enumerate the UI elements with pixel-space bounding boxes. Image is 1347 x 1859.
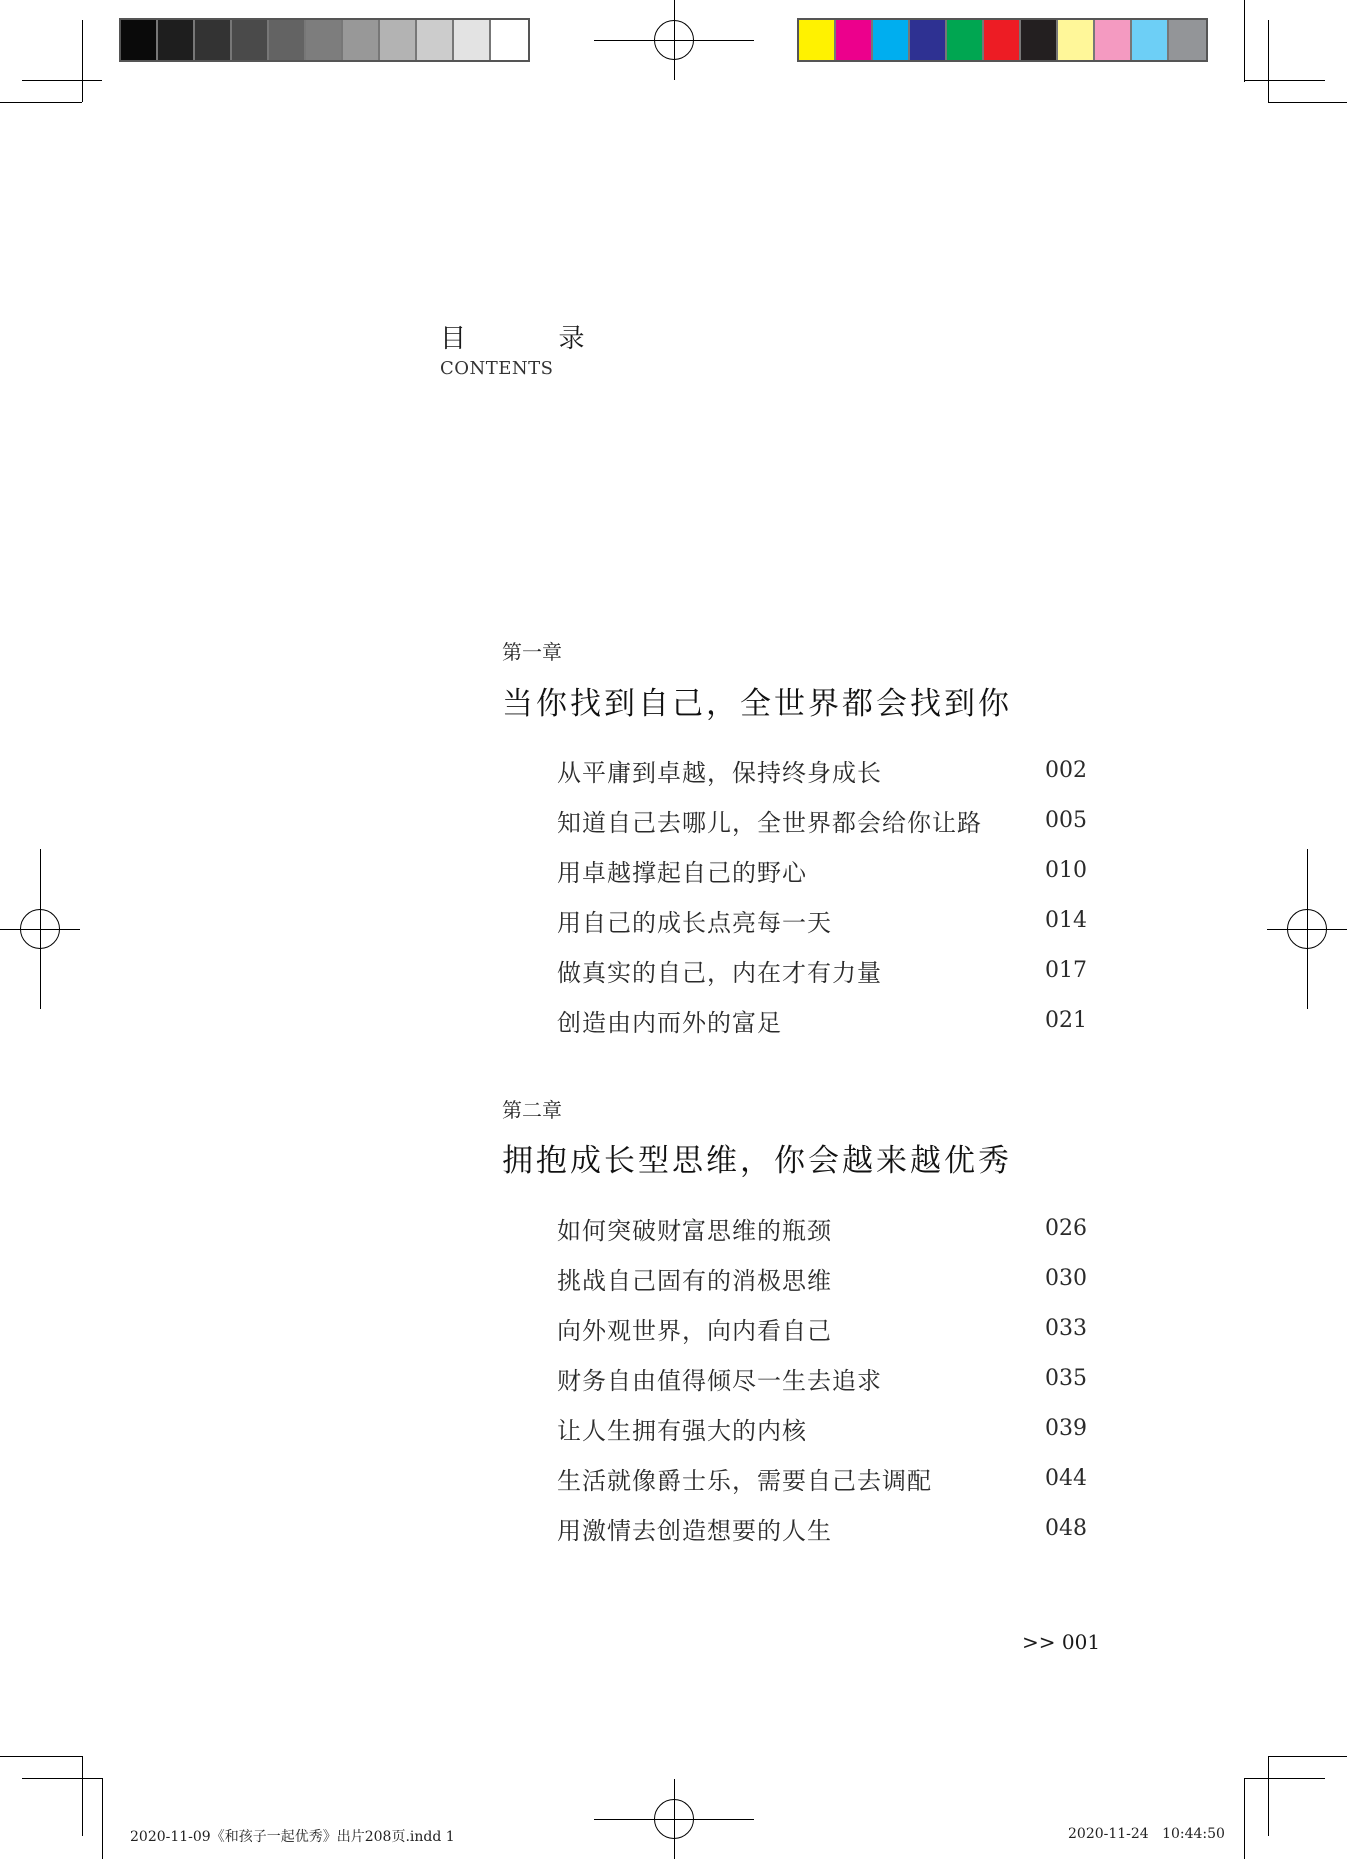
toc-entry[interactable] (557, 900, 1087, 940)
process-color-swatch (1058, 20, 1095, 60)
grayscale-swatch (417, 20, 454, 60)
grayscale-swatch (380, 20, 417, 60)
chapter-title: 当你找到自己，全世界都会找到你 (502, 686, 1012, 722)
grayscale-color-bar (119, 18, 530, 62)
toc-entry-title: 向外观世界，向内看自己 (557, 1316, 832, 1345)
toc-entry-title: 用自己的成长点亮每一天 (557, 908, 832, 937)
process-color-bar (797, 18, 1208, 62)
toc-entry-title: 如何突破财富思维的瓶颈 (557, 1216, 832, 1245)
toc-entry-title: 让人生拥有强大的内核 (557, 1416, 807, 1445)
toc-entry[interactable] (557, 750, 1087, 790)
process-color-swatch (873, 20, 910, 60)
grayscale-swatch (195, 20, 232, 60)
toc-entry[interactable] (557, 1000, 1087, 1040)
toc-entry-title: 从平庸到卓越，保持终身成长 (557, 758, 882, 787)
toc-entry[interactable] (557, 850, 1087, 890)
toc-entry-title: 生活就像爵士乐，需要自己去调配 (557, 1466, 932, 1495)
grayscale-swatch (232, 20, 269, 60)
print-slug-file: 2020-11-09《和孩子一起优秀》出片208页.indd 1 (130, 1829, 455, 1845)
grayscale-swatch (121, 20, 158, 60)
toc-entry-page: 039 (1045, 1415, 1087, 1441)
process-color-swatch (799, 20, 836, 60)
grayscale-swatch (454, 20, 491, 60)
toc-entry-page: 005 (1045, 807, 1087, 833)
chapter-title: 拥抱成长型思维，你会越来越优秀 (502, 1143, 1012, 1179)
toc-entry[interactable] (557, 1308, 1087, 1348)
toc-entry[interactable] (557, 1508, 1087, 1548)
toc-title (440, 318, 587, 355)
toc-entry[interactable] (557, 1458, 1087, 1498)
process-color-swatch (836, 20, 873, 60)
toc-entry-page: 017 (1045, 957, 1087, 983)
grayscale-swatch (491, 20, 528, 60)
toc-entry-title: 用激情去创造想要的人生 (557, 1516, 832, 1545)
toc-title-char: 录 (558, 324, 587, 354)
registration-mark-right (1267, 849, 1347, 1009)
process-color-swatch (1132, 20, 1169, 60)
toc-entry-page: 030 (1045, 1265, 1087, 1291)
toc-entry-page: 033 (1045, 1315, 1087, 1341)
toc-entry-title: 知道自己去哪儿，全世界都会给你让路 (557, 808, 982, 837)
print-slug-timestamp: 2020-11-24 10:44:50 (1068, 1826, 1225, 1842)
registration-mark-bottom (594, 1779, 754, 1859)
toc-entry[interactable] (557, 1208, 1087, 1248)
process-color-swatch (1095, 20, 1132, 60)
chapter-number: 第二章 (502, 1098, 562, 1122)
toc-entry-title: 做真实的自己，内在才有力量 (557, 958, 882, 987)
process-color-swatch (1169, 20, 1206, 60)
toc-entry-title: 财务自由值得倾尽一生去追求 (557, 1366, 882, 1395)
toc-entry-page: 021 (1045, 1007, 1087, 1033)
grayscale-swatch (306, 20, 343, 60)
toc-entry-title: 挑战自己固有的消极思维 (557, 1266, 832, 1295)
registration-mark-top (594, 0, 754, 80)
process-color-swatch (1021, 20, 1058, 60)
toc-entry-title: 创造由内而外的富足 (557, 1008, 782, 1037)
toc-entry-page: 035 (1045, 1365, 1087, 1391)
toc-title-char: 目 (440, 324, 469, 354)
toc-subtitle: CONTENTS (440, 358, 554, 379)
grayscale-swatch (269, 20, 306, 60)
chapter-number: 第一章 (502, 640, 562, 664)
toc-entry-page: 048 (1045, 1515, 1087, 1541)
process-color-swatch (910, 20, 947, 60)
process-color-swatch (984, 20, 1021, 60)
toc-entry[interactable] (557, 1408, 1087, 1448)
toc-entry[interactable] (557, 950, 1087, 990)
toc-entry-page: 002 (1045, 757, 1087, 783)
toc-entry-page: 026 (1045, 1215, 1087, 1241)
grayscale-swatch (158, 20, 195, 60)
process-color-swatch (947, 20, 984, 60)
toc-entry-page: 014 (1045, 907, 1087, 933)
toc-entry-page: 044 (1045, 1465, 1087, 1491)
grayscale-swatch (343, 20, 380, 60)
toc-entry[interactable] (557, 1258, 1087, 1298)
registration-mark-left (0, 849, 80, 1009)
toc-entry-page: 010 (1045, 857, 1087, 883)
page-number: >> 001 (1022, 1630, 1101, 1654)
toc-entry[interactable] (557, 1358, 1087, 1398)
toc-entry[interactable] (557, 800, 1087, 840)
toc-entry-title: 用卓越撑起自己的野心 (557, 858, 807, 887)
